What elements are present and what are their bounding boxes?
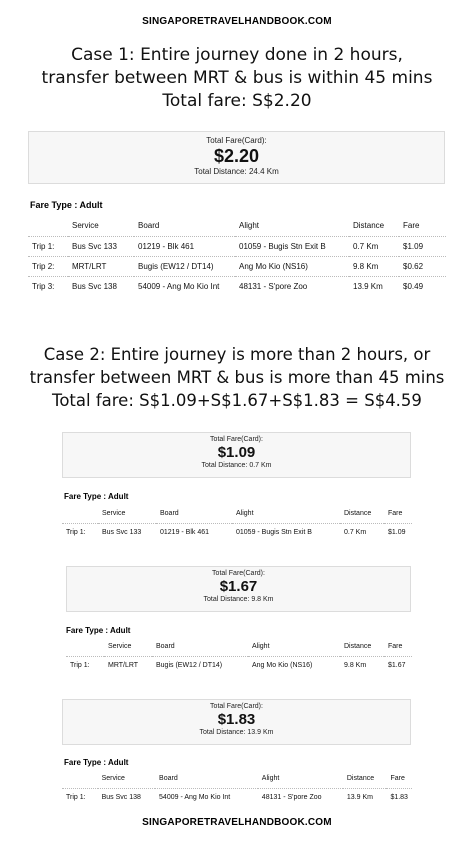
- case2-trip3-table: [62, 770, 412, 806]
- table-row: [62, 523, 412, 541]
- col-fare: Fare: [388, 643, 403, 651]
- table-header-row: [62, 770, 412, 788]
- distance-cell: 0.7 Km: [349, 236, 399, 256]
- alight-cell: 01059 - Bugis Stn Exit B: [235, 236, 349, 256]
- total-distance: Total Distance: 9.8 Km: [203, 596, 274, 603]
- service-cell: MRT/LRT: [68, 256, 134, 276]
- total-fare-label: Total Fare(Card):: [212, 570, 265, 577]
- case1-trip-table: [28, 216, 446, 296]
- trip-label: Trip 1:: [66, 656, 104, 674]
- col-service: Service: [102, 510, 126, 518]
- board-cell: 01219 - Blk 461: [156, 523, 232, 541]
- site-watermark-bottom: SINGAPORETRAVELHANDBOOK.COM: [142, 817, 332, 828]
- col-fare: Fare: [403, 221, 420, 231]
- alight-cell: Ang Mo Kio (NS16): [248, 656, 340, 674]
- board-cell: 54009 - Ang Mo Kio Int: [155, 788, 258, 806]
- total-fare-amount: $1.83: [217, 711, 256, 728]
- table-header-row: [66, 638, 412, 656]
- case2-heading: [0, 343, 474, 412]
- total-fare-amount: $1.09: [217, 444, 256, 461]
- total-fare-label: Total Fare(Card):: [210, 703, 263, 710]
- case2-heading-line: Total fare: S$1.09+S$1.67+S$1.83 = S$4.59: [52, 391, 422, 410]
- distance-cell: 13.9 Km: [343, 788, 387, 806]
- col-service: Service: [101, 775, 125, 783]
- total-fare-amount: $2.20: [213, 146, 260, 166]
- case2-trip2-table: [66, 638, 412, 674]
- table-header-row: [28, 216, 446, 236]
- alight-cell: 01059 - Bugis Stn Exit B: [232, 523, 340, 541]
- col-distance: Distance: [344, 510, 372, 518]
- fare-cell: $1.83: [386, 788, 412, 806]
- trip-label: Trip 1:: [62, 788, 98, 806]
- case2-trip1-fare-type: Fare Type : Adult: [64, 492, 129, 501]
- service-cell: Bus Svc 133: [68, 236, 134, 256]
- fare-cell: $1.67: [384, 656, 412, 674]
- board-cell: Bugis (EW12 / DT14): [134, 256, 235, 276]
- trip-label: Trip 3:: [28, 276, 68, 296]
- table-row: [66, 656, 412, 674]
- total-fare-label: Total Fare(Card):: [210, 436, 263, 443]
- case1-heading-line: transfer between MRT & bus is within 45 mins: [41, 68, 433, 88]
- alight-cell: 48131 - S'pore Zoo: [258, 788, 343, 806]
- col-alight: Alight: [252, 643, 270, 651]
- trip-label: Trip 1:: [28, 236, 68, 256]
- total-distance: Total Distance: 13.9 Km: [199, 729, 274, 736]
- table-row: [28, 256, 446, 276]
- case2-heading-line: Case 2: Entire journey is more than 2 hours, or: [43, 345, 431, 364]
- fare-cell: $0.49: [399, 276, 446, 296]
- alight-cell: Ang Mo Kio (NS16): [235, 256, 349, 276]
- alight-cell: 48131 - S'pore Zoo: [235, 276, 349, 296]
- service-cell: MRT/LRT: [104, 656, 152, 674]
- total-distance: Total Distance: 0.7 Km: [201, 462, 272, 469]
- case2-trip2-total-fare-box: [66, 566, 411, 612]
- fare-cell: $1.09: [399, 236, 446, 256]
- table-header-row: [62, 505, 412, 523]
- col-alight: Alight: [239, 221, 260, 231]
- case2-heading-line: transfer between MRT & bus is more than 45 mins: [29, 368, 445, 387]
- fare-cell: $0.62: [399, 256, 446, 276]
- fare-cell: $1.09: [384, 523, 412, 541]
- col-board: Board: [138, 221, 160, 231]
- case2-trip3-total-fare-box: [62, 699, 411, 745]
- case1-fare-type: Fare Type : Adult: [30, 200, 103, 210]
- case2-trip3-fare-type: Fare Type : Adult: [64, 758, 129, 767]
- board-cell: 01219 - Blk 461: [134, 236, 235, 256]
- col-distance: Distance: [353, 221, 385, 231]
- service-cell: Bus Svc 138: [98, 788, 155, 806]
- distance-cell: 0.7 Km: [340, 523, 384, 541]
- trip-label: Trip 1:: [62, 523, 98, 541]
- total-distance: Total Distance: 24.4 Km: [194, 167, 279, 176]
- case2-trip1-table: [62, 505, 412, 541]
- col-board: Board: [156, 643, 175, 651]
- site-watermark-top: SINGAPORETRAVELHANDBOOK.COM: [142, 16, 332, 27]
- total-fare-amount: $1.67: [219, 578, 258, 595]
- col-alight: Alight: [236, 510, 254, 518]
- case2-trip2-fare-type: Fare Type : Adult: [66, 626, 131, 635]
- col-board: Board: [159, 775, 178, 783]
- distance-cell: 9.8 Km: [340, 656, 384, 674]
- board-cell: Bugis (EW12 / DT14): [152, 656, 248, 674]
- service-cell: Bus Svc 138: [68, 276, 134, 296]
- table-row: [28, 276, 446, 296]
- col-board: Board: [160, 510, 179, 518]
- table-row: [62, 788, 412, 806]
- board-cell: 54009 - Ang Mo Kio Int: [134, 276, 235, 296]
- total-fare-label: Total Fare(Card):: [206, 136, 267, 145]
- col-distance: Distance: [346, 775, 375, 783]
- col-service: Service: [108, 643, 132, 651]
- col-fare: Fare: [388, 510, 403, 518]
- table-row: [28, 236, 446, 256]
- distance-cell: 13.9 Km: [349, 276, 399, 296]
- case1-total-fare-box: [28, 131, 445, 184]
- case2-trip1-total-fare-box: [62, 432, 411, 478]
- service-cell: Bus Svc 133: [98, 523, 156, 541]
- case1-heading: [0, 44, 474, 113]
- col-distance: Distance: [344, 643, 372, 651]
- case1-heading-line: Total fare: S$2.20: [162, 91, 312, 111]
- col-alight: Alight: [261, 775, 280, 783]
- trip-label: Trip 2:: [28, 256, 68, 276]
- col-fare: Fare: [390, 775, 405, 783]
- col-service: Service: [72, 221, 99, 231]
- case1-heading-line: Case 1: Entire journey done in 2 hours,: [71, 45, 403, 65]
- distance-cell: 9.8 Km: [349, 256, 399, 276]
